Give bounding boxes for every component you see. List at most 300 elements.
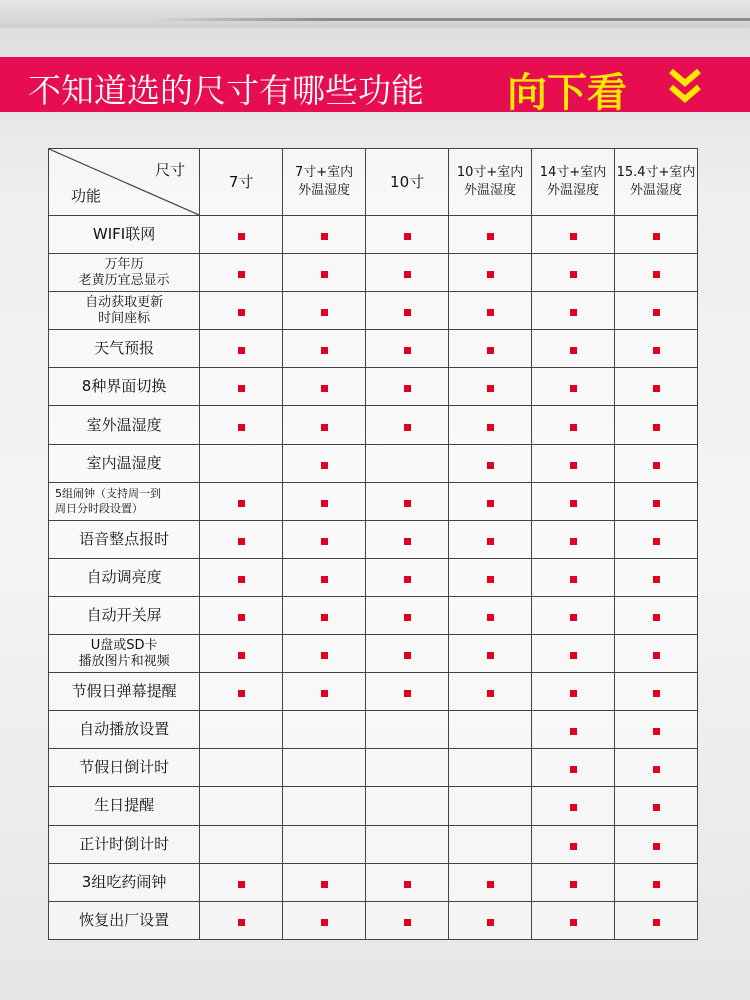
support-cell	[532, 444, 615, 482]
support-cell	[366, 635, 449, 673]
support-cell	[615, 368, 698, 406]
feature-name-line2: 播放图片和视频	[78, 653, 170, 669]
support-cell	[366, 749, 449, 787]
support-cell	[449, 444, 532, 482]
supported-mark-icon	[238, 500, 245, 507]
supported-mark-icon	[653, 652, 660, 659]
feature-name-cell	[49, 787, 200, 825]
supported-mark-icon	[487, 385, 494, 392]
table-row	[49, 558, 698, 596]
support-cell	[366, 444, 449, 482]
support-cell	[615, 787, 698, 825]
support-cell	[283, 520, 366, 558]
support-cell	[366, 825, 449, 863]
supported-mark-icon	[238, 652, 245, 659]
supported-mark-icon	[487, 271, 494, 278]
support-cell	[615, 330, 698, 368]
column-header-line2: 外温湿度	[464, 183, 517, 198]
column-header-line2: 外温湿度	[629, 183, 682, 198]
support-cell	[200, 558, 283, 596]
feature-name-cell	[49, 635, 200, 673]
supported-mark-icon	[653, 804, 660, 811]
supported-mark-icon	[404, 233, 411, 240]
column-header-line1: 14寸+室内	[539, 165, 607, 180]
support-cell	[449, 749, 532, 787]
support-cell	[283, 787, 366, 825]
feature-name-line1: WIFI联网	[92, 225, 156, 244]
support-cell	[283, 292, 366, 330]
supported-mark-icon	[321, 271, 328, 278]
support-cell	[366, 406, 449, 444]
supported-mark-icon	[238, 881, 245, 888]
supported-mark-icon	[570, 233, 577, 240]
supported-mark-icon	[238, 385, 245, 392]
feature-name-line1: 8种界面切换	[81, 377, 167, 396]
supported-mark-icon	[570, 424, 577, 431]
feature-name-line2: 老黄历宜忌显示	[78, 272, 170, 288]
support-cell	[532, 292, 615, 330]
supported-mark-icon	[321, 538, 328, 545]
supported-mark-icon	[570, 385, 577, 392]
supported-mark-icon	[321, 424, 328, 431]
support-cell	[283, 711, 366, 749]
support-cell	[200, 482, 283, 520]
table-row	[49, 635, 698, 673]
supported-mark-icon	[404, 614, 411, 621]
supported-mark-icon	[487, 233, 494, 240]
supported-mark-icon	[570, 652, 577, 659]
feature-name-cell	[49, 482, 200, 520]
supported-mark-icon	[321, 690, 328, 697]
support-cell	[449, 520, 532, 558]
support-cell	[283, 596, 366, 634]
supported-mark-icon	[487, 690, 494, 697]
support-cell	[615, 596, 698, 634]
supported-mark-icon	[404, 385, 411, 392]
support-cell	[615, 254, 698, 292]
supported-mark-icon	[404, 347, 411, 354]
column-header-line1: 10寸+室内	[456, 165, 524, 180]
feature-name-line1: 自动播放设置	[79, 720, 170, 739]
column-header-line1: 15.4寸+室内	[616, 165, 696, 180]
support-cell	[449, 254, 532, 292]
feature-name-line1: 室内温湿度	[86, 453, 162, 472]
support-cell	[200, 901, 283, 939]
supported-mark-icon	[653, 881, 660, 888]
support-cell	[200, 368, 283, 406]
feature-name-cell	[49, 406, 200, 444]
support-cell	[532, 368, 615, 406]
supported-mark-icon	[487, 576, 494, 583]
header-banner	[0, 57, 750, 116]
support-cell	[200, 635, 283, 673]
support-cell	[200, 406, 283, 444]
supported-mark-icon	[321, 385, 328, 392]
feature-name-line1: 恢复出厂设置	[79, 910, 170, 929]
support-cell	[283, 825, 366, 863]
feature-name-cell	[49, 673, 200, 711]
supported-mark-icon	[238, 309, 245, 316]
support-cell	[449, 406, 532, 444]
supported-mark-icon	[653, 766, 660, 773]
supported-mark-icon	[404, 576, 411, 583]
supported-mark-icon	[570, 500, 577, 507]
support-cell	[366, 787, 449, 825]
column-header-line2: 外温湿度	[547, 183, 600, 198]
table-row	[49, 368, 698, 406]
column-header	[449, 149, 532, 216]
supported-mark-icon	[487, 462, 494, 469]
feature-name-cell	[49, 444, 200, 482]
feature-name-cell	[49, 330, 200, 368]
supported-mark-icon	[404, 881, 411, 888]
feature-name-cell	[49, 216, 200, 254]
feature-name-cell	[49, 711, 200, 749]
table-row	[49, 825, 698, 863]
support-cell	[283, 216, 366, 254]
support-cell	[615, 558, 698, 596]
supported-mark-icon	[321, 652, 328, 659]
table-row	[49, 711, 698, 749]
supported-mark-icon	[404, 919, 411, 926]
table-row	[49, 749, 698, 787]
feature-name-line1: 正计时倒计时	[79, 834, 170, 853]
support-cell	[366, 216, 449, 254]
column-header	[200, 149, 283, 216]
double-chevron-down-icon	[665, 65, 705, 105]
support-cell	[449, 596, 532, 634]
support-cell	[615, 749, 698, 787]
support-cell	[366, 596, 449, 634]
support-cell	[283, 444, 366, 482]
support-cell	[200, 216, 283, 254]
column-header-line1: 7寸	[228, 173, 254, 191]
column-header	[283, 149, 366, 216]
supported-mark-icon	[487, 652, 494, 659]
supported-mark-icon	[487, 919, 494, 926]
look-down-label: 向下看	[507, 70, 627, 116]
column-header-line1: 7寸+室内	[295, 165, 354, 180]
supported-mark-icon	[653, 614, 660, 621]
supported-mark-icon	[653, 309, 660, 316]
supported-mark-icon	[487, 881, 494, 888]
support-cell	[200, 863, 283, 901]
support-cell	[449, 368, 532, 406]
support-cell	[615, 825, 698, 863]
column-header	[366, 149, 449, 216]
support-cell	[449, 292, 532, 330]
feature-name-line1: U盘或SD卡	[90, 637, 158, 653]
supported-mark-icon	[321, 919, 328, 926]
support-cell	[449, 635, 532, 673]
support-cell	[200, 787, 283, 825]
supported-mark-icon	[487, 347, 494, 354]
support-cell	[200, 673, 283, 711]
table-row	[49, 444, 698, 482]
support-cell	[366, 368, 449, 406]
support-cell	[366, 558, 449, 596]
support-cell	[366, 292, 449, 330]
support-cell	[532, 787, 615, 825]
support-cell	[449, 330, 532, 368]
supported-mark-icon	[487, 424, 494, 431]
support-cell	[283, 406, 366, 444]
support-cell	[532, 254, 615, 292]
feature-name-line1: 室外温湿度	[86, 415, 162, 434]
feature-name-line1: 节假日弹幕提醒	[71, 682, 177, 701]
support-cell	[283, 482, 366, 520]
supported-mark-icon	[487, 614, 494, 621]
supported-mark-icon	[404, 424, 411, 431]
support-cell	[200, 330, 283, 368]
feature-comparison-table	[48, 148, 698, 940]
support-cell	[615, 444, 698, 482]
support-cell	[200, 520, 283, 558]
support-cell	[532, 863, 615, 901]
feature-name-line1: 语音整点报时	[79, 529, 170, 548]
support-cell	[283, 863, 366, 901]
supported-mark-icon	[321, 881, 328, 888]
support-cell	[366, 482, 449, 520]
supported-mark-icon	[238, 576, 245, 583]
support-cell	[449, 901, 532, 939]
support-cell	[615, 901, 698, 939]
support-cell	[532, 901, 615, 939]
top-bar	[0, 0, 750, 28]
support-cell	[532, 711, 615, 749]
table-row	[49, 787, 698, 825]
supported-mark-icon	[404, 538, 411, 545]
support-cell	[366, 520, 449, 558]
support-cell	[449, 825, 532, 863]
supported-mark-icon	[238, 690, 245, 697]
support-cell	[532, 520, 615, 558]
feature-name-line1: 5组闹钟（支持周一到	[55, 487, 161, 501]
feature-name-line1: 天气预报	[94, 339, 155, 358]
support-cell	[449, 787, 532, 825]
support-cell	[200, 596, 283, 634]
supported-mark-icon	[321, 347, 328, 354]
column-header-line2: 外温湿度	[298, 183, 351, 198]
banner-title: 不知道选的尺寸有哪些功能	[28, 71, 424, 110]
feature-name-line1: 自动开关屏	[86, 605, 162, 624]
support-cell	[200, 254, 283, 292]
supported-mark-icon	[653, 424, 660, 431]
supported-mark-icon	[653, 385, 660, 392]
support-cell	[200, 444, 283, 482]
support-cell	[283, 558, 366, 596]
table-row	[49, 520, 698, 558]
support-cell	[615, 216, 698, 254]
supported-mark-icon	[487, 309, 494, 316]
feature-name-line2: 时间座标	[98, 310, 151, 326]
support-cell	[283, 254, 366, 292]
support-cell	[200, 749, 283, 787]
support-cell	[200, 711, 283, 749]
support-cell	[283, 368, 366, 406]
supported-mark-icon	[321, 614, 328, 621]
supported-mark-icon	[570, 766, 577, 773]
supported-mark-icon	[238, 347, 245, 354]
table-row	[49, 216, 698, 254]
supported-mark-icon	[653, 500, 660, 507]
supported-mark-icon	[238, 233, 245, 240]
support-cell	[532, 749, 615, 787]
support-cell	[532, 216, 615, 254]
supported-mark-icon	[321, 576, 328, 583]
supported-mark-icon	[570, 576, 577, 583]
feature-name-cell	[49, 901, 200, 939]
supported-mark-icon	[238, 614, 245, 621]
support-cell	[366, 673, 449, 711]
table-row	[49, 901, 698, 939]
supported-mark-icon	[653, 271, 660, 278]
supported-mark-icon	[238, 919, 245, 926]
support-cell	[366, 863, 449, 901]
feature-name-line1: 自动调亮度	[86, 567, 162, 586]
feature-name-cell	[49, 825, 200, 863]
table-row	[49, 292, 698, 330]
feature-name-line1: 生日提醒	[94, 796, 155, 815]
support-cell	[283, 901, 366, 939]
top-divider-line	[150, 18, 750, 21]
support-cell	[366, 901, 449, 939]
support-cell	[615, 292, 698, 330]
feature-name-line2: 周日分时段设置）	[55, 502, 143, 516]
support-cell	[532, 596, 615, 634]
support-cell	[200, 825, 283, 863]
table-row	[49, 482, 698, 520]
support-cell	[532, 406, 615, 444]
supported-mark-icon	[570, 462, 577, 469]
corner-size-label: 尺寸	[155, 161, 186, 179]
column-header	[532, 149, 615, 216]
supported-mark-icon	[487, 500, 494, 507]
support-cell	[449, 863, 532, 901]
support-cell	[615, 520, 698, 558]
support-cell	[366, 330, 449, 368]
feature-name-line1: 节假日倒计时	[79, 758, 170, 777]
support-cell	[615, 711, 698, 749]
feature-name-cell	[49, 520, 200, 558]
column-header-line1: 10寸	[390, 173, 425, 191]
feature-name-cell	[49, 596, 200, 634]
support-cell	[615, 635, 698, 673]
supported-mark-icon	[404, 500, 411, 507]
support-cell	[532, 558, 615, 596]
supported-mark-icon	[570, 728, 577, 735]
support-cell	[532, 673, 615, 711]
support-cell	[366, 711, 449, 749]
supported-mark-icon	[404, 690, 411, 697]
support-cell	[200, 292, 283, 330]
feature-name-cell	[49, 292, 200, 330]
supported-mark-icon	[570, 347, 577, 354]
supported-mark-icon	[653, 462, 660, 469]
supported-mark-icon	[570, 843, 577, 850]
support-cell	[615, 482, 698, 520]
support-cell	[283, 635, 366, 673]
supported-mark-icon	[653, 576, 660, 583]
supported-mark-icon	[487, 538, 494, 545]
supported-mark-icon	[653, 728, 660, 735]
support-cell	[449, 216, 532, 254]
table-corner-cell	[49, 149, 200, 216]
support-cell	[449, 711, 532, 749]
support-cell	[532, 330, 615, 368]
supported-mark-icon	[653, 843, 660, 850]
supported-mark-icon	[570, 804, 577, 811]
supported-mark-icon	[321, 462, 328, 469]
table-row	[49, 863, 698, 901]
corner-feature-label: 功能	[71, 187, 102, 205]
supported-mark-icon	[321, 233, 328, 240]
supported-mark-icon	[570, 690, 577, 697]
supported-mark-icon	[570, 271, 577, 278]
support-cell	[366, 254, 449, 292]
support-cell	[532, 825, 615, 863]
feature-name-cell	[49, 368, 200, 406]
supported-mark-icon	[570, 881, 577, 888]
support-cell	[615, 406, 698, 444]
corner-diagonal-line	[49, 149, 199, 215]
support-cell	[532, 482, 615, 520]
support-cell	[283, 330, 366, 368]
support-cell	[615, 673, 698, 711]
feature-name-line1: 3组吃药闹钟	[81, 872, 167, 891]
supported-mark-icon	[653, 919, 660, 926]
supported-mark-icon	[321, 500, 328, 507]
column-header	[615, 149, 698, 216]
table-header-row	[49, 149, 698, 216]
supported-mark-icon	[238, 424, 245, 431]
supported-mark-icon	[404, 652, 411, 659]
supported-mark-icon	[570, 538, 577, 545]
support-cell	[449, 558, 532, 596]
support-cell	[615, 863, 698, 901]
support-cell	[449, 673, 532, 711]
supported-mark-icon	[570, 614, 577, 621]
supported-mark-icon	[321, 309, 328, 316]
supported-mark-icon	[570, 919, 577, 926]
support-cell	[283, 673, 366, 711]
table-body	[49, 216, 698, 940]
supported-mark-icon	[653, 538, 660, 545]
feature-name-line1: 自动获取更新	[85, 294, 164, 310]
table-row	[49, 596, 698, 634]
feature-name-cell	[49, 558, 200, 596]
supported-mark-icon	[238, 538, 245, 545]
table-row	[49, 254, 698, 292]
support-cell	[449, 482, 532, 520]
supported-mark-icon	[653, 233, 660, 240]
table-row	[49, 330, 698, 368]
support-cell	[283, 749, 366, 787]
table-row	[49, 673, 698, 711]
supported-mark-icon	[653, 347, 660, 354]
supported-mark-icon	[238, 271, 245, 278]
supported-mark-icon	[404, 271, 411, 278]
supported-mark-icon	[653, 690, 660, 697]
supported-mark-icon	[404, 309, 411, 316]
support-cell	[532, 635, 615, 673]
table-row	[49, 406, 698, 444]
feature-name-cell	[49, 863, 200, 901]
feature-name-cell	[49, 749, 200, 787]
feature-name-cell	[49, 254, 200, 292]
feature-name-line1: 万年历	[104, 256, 144, 272]
supported-mark-icon	[570, 309, 577, 316]
